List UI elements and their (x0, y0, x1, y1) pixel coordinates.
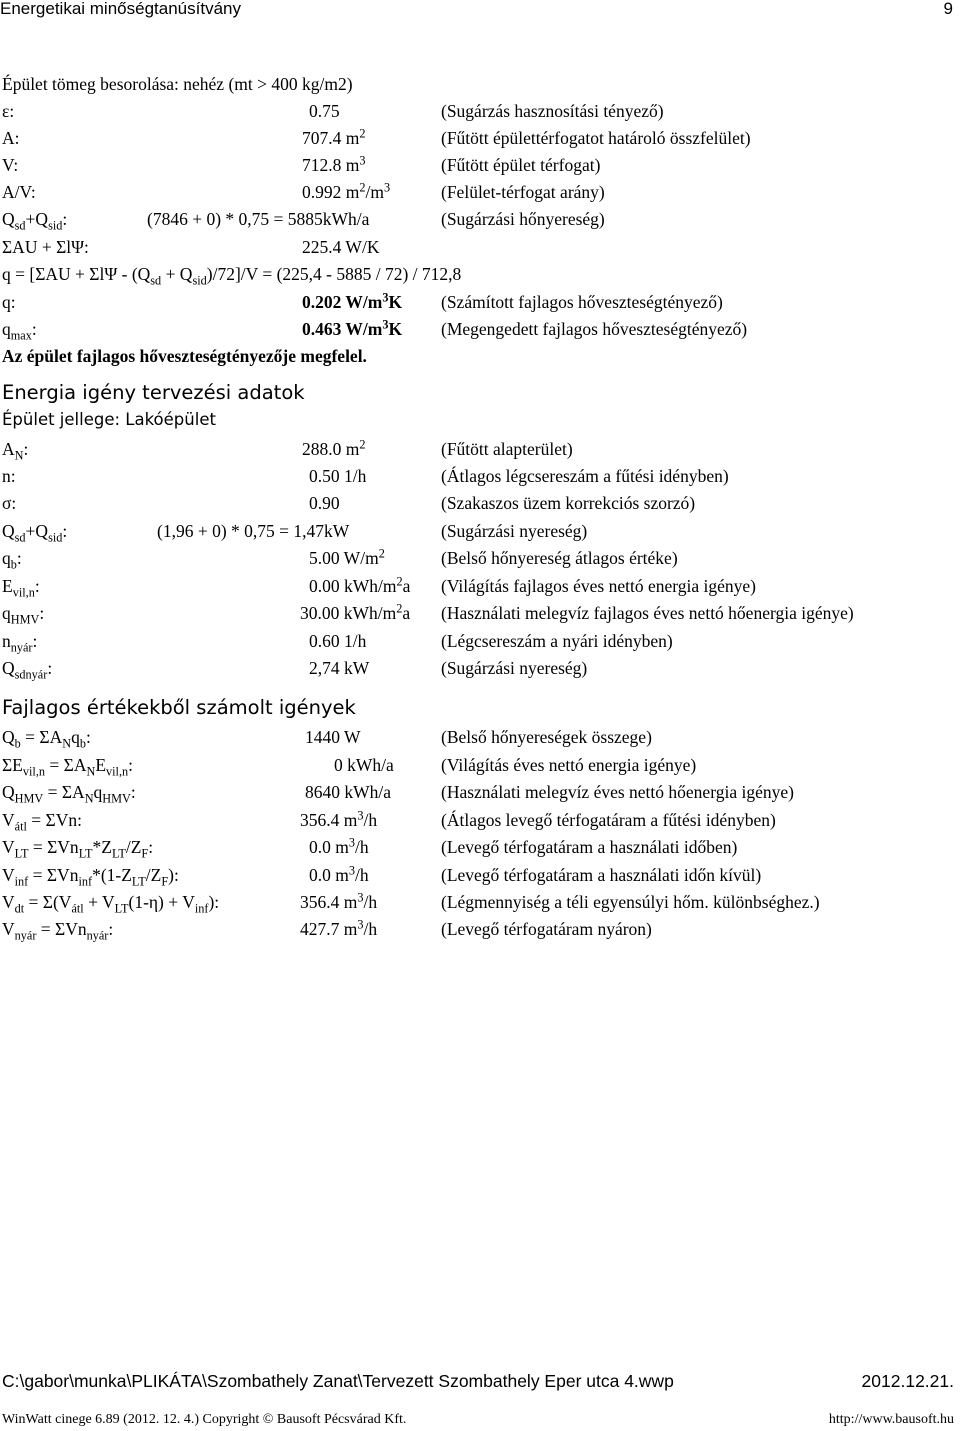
footer-copyright-line (0, 1410, 960, 1430)
label: q: (2, 292, 16, 312)
label: σ: (2, 493, 17, 513)
label: $V_{nyár} = \Sigma Vn_{nyár}$: (2, 919, 114, 943)
value: 707.4 $m^2$ (302, 126, 366, 148)
value: 0.992 $m^2/m^3$ (302, 180, 391, 202)
value: 5.00 $W/m^2$ (309, 546, 385, 568)
file-path: C:\gabor\munka\PLIKÁTA\Szombathely Zanat\Tervezett Szombathely Eper utca 4.wwp (2, 1371, 674, 1391)
value: 0.0 $m^3/h$ (309, 863, 369, 885)
label: ΣAU + ΣlΨ: (2, 237, 89, 257)
label: $V_{inf} = \Sigma Vn_{inf}*(1-Z_{LT}/Z_F)$: (2, 865, 179, 889)
description: (Világítás fajlagos éves nettó energia igénye) (441, 576, 756, 596)
description: (Levegő térfogatáram a használati időben) (441, 837, 738, 857)
description: (Átlagos levegő térfogatáram a fűtési idényben) (441, 810, 776, 830)
label: n: (2, 466, 16, 486)
description: (Fűtött épülettérfogatot határoló összfelület) (441, 128, 751, 148)
label: $V_{átl} = \Sigma Vn$: (2, 810, 82, 834)
software-copyright: WinWatt cinege 6.89 (2012. 12. 4.) Copyright © Bausoft Pécsvárad Kft. (2, 1412, 407, 1427)
page-number: 9 (943, 0, 953, 18)
value: 0.00 kWh/$m^2a$ (309, 574, 411, 596)
description: (Belső hőnyereségek összege) (441, 727, 652, 747)
description: (Fűtött épület térfogat) (441, 155, 601, 175)
description: (Légmennyiség a téli egyensúlyi hőm. különbséghez.) (441, 892, 820, 912)
label: ε: (2, 101, 15, 121)
description: (Fűtött alapterület) (441, 439, 573, 459)
label: $\Sigma E_{vil,n} = \Sigma A_NE_{vil,n}$: (2, 755, 134, 779)
description: (Világítás éves nettó energia igénye) (441, 755, 697, 775)
print-date: 2012.12.21. (861, 1371, 954, 1391)
value: 0.50 1/h (309, 466, 367, 486)
label: $Q_{sd}+Q_{sid}$: (2, 209, 68, 233)
description: (Sugárzási hőnyereség) (441, 209, 605, 229)
description: (Felület-térfogat arány) (441, 182, 605, 202)
value: (1,96 + 0) * 0,75 = 1,47kW (157, 521, 350, 541)
label: A/V: (2, 182, 36, 202)
value: 30.00 kWh/$m^2a$ (300, 601, 411, 623)
description: (Belső hőnyereség átlagos értéke) (441, 548, 678, 568)
value: 0 kWh/a (334, 755, 394, 775)
label: $V_{dt} = \Sigma(V_{átl} + V_{LT}(1-\eta) + V_{inf})$: (2, 892, 220, 916)
footer-file-line (0, 1369, 960, 1393)
label: $q_{max}$: (2, 319, 37, 343)
value: 0.75 (309, 101, 340, 121)
description: (Sugárzási nyereség) (441, 521, 588, 541)
label: $Q_{sd}+Q_{sid}$: (2, 521, 68, 545)
label: $A_N$: (2, 439, 29, 463)
label: $V_{LT} = \Sigma Vn_{LT}*Z_{LT}/Z_F$: (2, 837, 154, 861)
label: $n_{nyár}$: (2, 631, 38, 655)
label: $E_{vil,n}$: (2, 576, 40, 600)
building-type: Épület jellege: Lakóépület (2, 410, 216, 429)
value: 427.7 $m^3/h$ (300, 917, 378, 939)
label: $Q_{sdnyár}$: (2, 658, 53, 682)
label: A: (2, 128, 20, 148)
document-title: Energetikai minőségtanúsítvány (0, 0, 241, 18)
value: 712.8 $m^3$ (302, 153, 366, 175)
label: $Q_b = \Sigma A_Nq_b$: (2, 727, 91, 751)
label: $q_b$: (2, 548, 22, 572)
description: (Légcsereszám a nyári idényben) (441, 631, 673, 651)
description: (Használati melegvíz fajlagos éves nettó hőenergia igénye) (441, 603, 854, 623)
value: (7846 + 0) * 0,75 = 5885kWh/a (147, 209, 370, 229)
description: (Átlagos légcsereszám a fűtési idényben) (441, 466, 729, 486)
label: $Q_{HMV} = \Sigma A_Nq_{HMV}$: (2, 782, 136, 806)
value: 0.90 (309, 493, 340, 513)
value: 0.463 $W/m^3K$ (302, 317, 403, 339)
q-formula: $q = [\Sigma AU + \Sigma l\Psi - (Q_{sd} + Q_{sid})/72]/V = (225,4 - 5885 / 72) / 712,8$ (2, 264, 462, 288)
description: (Sugárzás hasznosítási tényező) (441, 101, 664, 121)
value: 0.60 1/h (309, 631, 367, 651)
value: 288.0 $m^2$ (302, 437, 366, 459)
value: 0.202 $W/m^3K$ (302, 290, 403, 312)
mass-class-line: Épület tömeg besorolása: nehéz (mt > 400 kg/m2) (2, 74, 353, 94)
value: 356.4 $m^3/h$ (300, 808, 378, 830)
label: $q_{HMV}$: (2, 603, 45, 627)
section-title-energy-demand: Energia igény tervezési adatok (2, 381, 305, 404)
label: V: (2, 155, 19, 175)
value: 1440 W (305, 727, 361, 747)
description: (Számított fajlagos hőveszteségtényező) (441, 292, 723, 312)
value: 2,74 kW (309, 658, 370, 678)
value: 225.4 W/K (302, 237, 380, 257)
value: 8640 kWh/a (305, 782, 392, 802)
section-title-calculated-demands: Fajlagos értékekből számolt igények (2, 696, 356, 719)
description: (Levegő térfogatáram a használati időn kívül) (441, 865, 762, 885)
description: (Levegő térfogatáram nyáron) (441, 919, 652, 939)
conclusion: Az épület fajlagos hőveszteségtényezője megfelel. (2, 346, 367, 366)
page-header (0, 0, 960, 18)
value: 356.4 $m^3/h$ (300, 890, 378, 912)
value: 0.0 $m^3/h$ (309, 835, 369, 857)
website-url: http://www.bausoft.hu (828, 1412, 954, 1427)
description: (Sugárzási nyereség) (441, 658, 588, 678)
description: (Megengedett fajlagos hőveszteségtényező) (441, 319, 748, 339)
description: (Szakaszos üzem korrekciós szorzó) (441, 493, 696, 513)
description: (Használati melegvíz éves nettó hőenergia igénye) (441, 782, 794, 802)
